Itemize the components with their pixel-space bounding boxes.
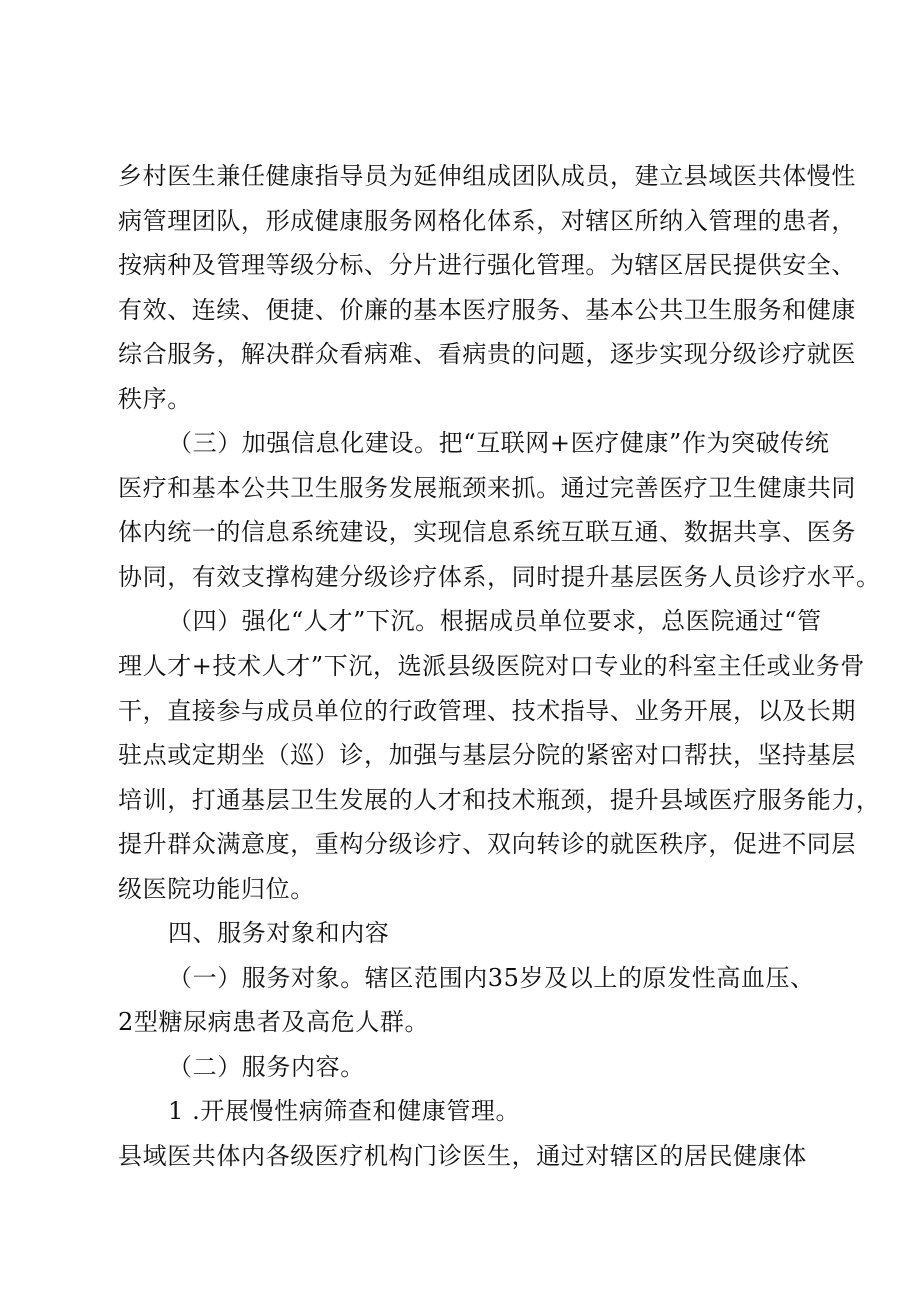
text-line: （四）强化“人才”下沉。根据成员单位要求，总医院通过“管: [168, 607, 822, 635]
list-item: 1 .开展慢性病筛查和健康管理。: [168, 1097, 521, 1125]
text-line: 秩序。: [118, 385, 192, 413]
text-line: 驻点或定期坐（巡）诊，加强与基层分院的紧密对口帮扶，坚持基层: [118, 741, 856, 769]
text-line: （一）服务对象。辖区范围内35岁及以上的原发性高血压、: [168, 964, 815, 992]
text-line: 培训，打通基层卫生发展的人才和技术瓶颈，提升县域医疗服务能力，: [118, 786, 881, 814]
text-line: 级医院功能归位。: [118, 875, 315, 903]
subsection-heading: （二）服务内容。: [168, 1053, 365, 1081]
text-line: 协同，有效支撑构建分级诊疗体系，同时提升基层医务人员诊疗水平。: [118, 563, 881, 591]
text-line: 按病种及管理等级分标、分片进行强化管理。为辖区居民提供安全、: [118, 251, 856, 279]
text-line: 有效、连续、便捷、价廉的基本医疗服务、基本公共卫生服务和健康: [118, 296, 856, 324]
section-heading: 四、服务对象和内容: [168, 919, 390, 947]
text-line: 干，直接参与成员单位的行政管理、技术指导、业务开展，以及长期: [118, 697, 856, 725]
text-line: 县域医共体内各级医疗机构门诊医生，通过对辖区的居民健康体: [118, 1142, 807, 1170]
text-line: 理人才+技术人才”下沉，选派县级医院对口专业的科室主任或业务骨: [118, 652, 865, 680]
text-line: 体内统一的信息系统建设，实现信息系统互联互通、数据共享、医务: [118, 518, 856, 546]
text-line: （三）加强信息化建设。把“互联网+医疗健康”作为突破传统: [168, 429, 830, 457]
text-line: 医疗和基本公共卫生服务发展瓶颈来抓。通过完善医疗卫生健康共同: [118, 474, 856, 502]
text-line: 乡村医生兼任健康指导员为延伸组成团队成员，建立县域医共体慢性: [118, 162, 856, 190]
text-line: 2型糖尿病患者及高危人群。: [118, 1008, 430, 1036]
text-line: 提升群众满意度，重构分级诊疗、双向转诊的就医秩序，促进不同层: [118, 830, 856, 858]
text-line: 综合服务，解决群众看病难、看病贵的问题，逐步实现分级诊疗就医: [118, 340, 856, 368]
text-line: 病管理团队，形成健康服务网格化体系，对辖区所纳入管理的患者，: [118, 207, 856, 235]
